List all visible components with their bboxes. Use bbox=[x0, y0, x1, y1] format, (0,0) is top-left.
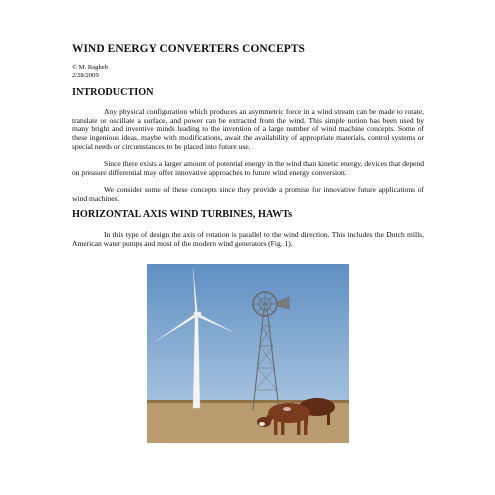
intro-paragraph-2: Since there exists a larger amount of potential energy in the wind than kinetic energy, devices that depend on pressure differential may offer innovative approaches to future wind energy conversion. bbox=[72, 159, 424, 177]
photo-illustration bbox=[147, 264, 349, 443]
author-name: © M. Ragheb bbox=[72, 64, 108, 71]
hawt-paragraph-1: In this type of design the axis of rotation is parallel to the wind direction. This includes the Dutch mills, American water pumps and most of the modern wind generators (Fig. 1). bbox=[72, 230, 424, 248]
intro-paragraph-1: Any physical configuration which produces an asymmetric force in a wind stream can be made to rotate, translate or oscillate a surface, and power can be extracted from the wind. This simple notion has been used by many bright and inventive minds leading to the invention of a large number of wind machine concepts. Some of these ingenious ideas, maybe with modifications, await the availability of appropriate materials, control systems or special needs or circumstances to be placed into future use. bbox=[72, 107, 424, 151]
section-heading-hawt: HORIZONTAL AXIS WIND TURBINES, HAWTs bbox=[72, 209, 293, 220]
intro-paragraph-3: We consider some of these concepts since they provide a promise for innovative future applications of wind machines. bbox=[72, 185, 424, 203]
turbine-hub bbox=[194, 312, 198, 316]
section-heading-introduction: INTRODUCTION bbox=[72, 87, 154, 98]
document-date: 2/28/2009 bbox=[72, 72, 99, 79]
document-title: WIND ENERGY CONVERTERS CONCEPTS bbox=[72, 43, 305, 55]
author-block bbox=[72, 64, 108, 80]
wind-machines-photo bbox=[147, 264, 349, 443]
